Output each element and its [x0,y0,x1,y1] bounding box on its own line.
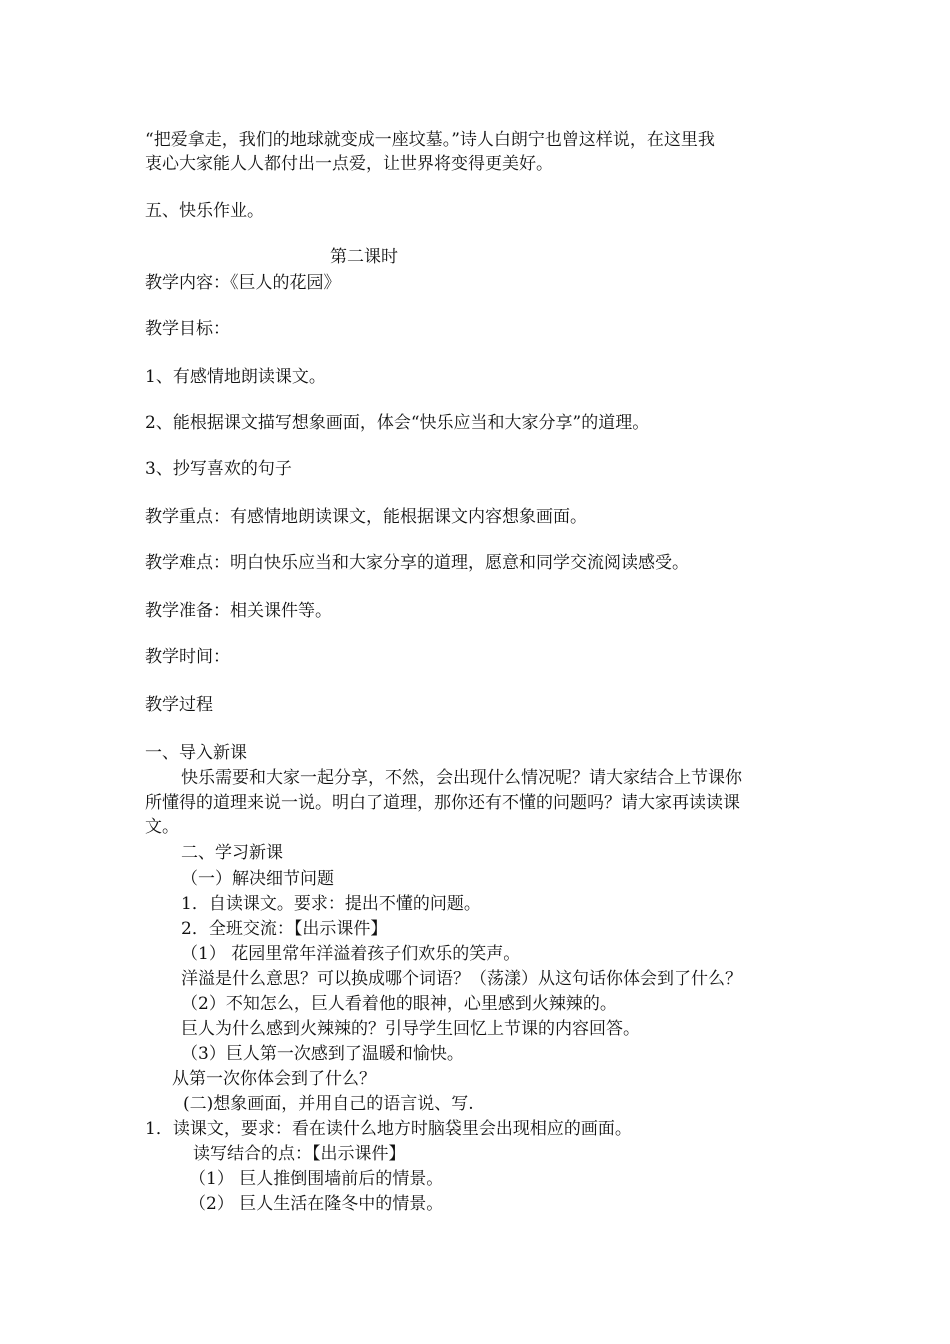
goal-3: 3、抄写喜欢的句子 [145,459,292,479]
teaching-preparation: 教学准备：相关课件等。 [145,601,332,621]
step-class-discussion: 2．全班交流：【出示课件】 [181,919,388,939]
scene-2: （2） 巨人生活在隆冬中的情景。 [189,1194,444,1214]
intro-paragraph-line-3: 文。 [145,817,179,837]
teaching-content: 教学内容：《巨人的花园》 [145,273,341,293]
teaching-goals-heading: 教学目标： [145,319,230,339]
intro-paragraph-line-2: 所懂得的道理来说一说。明白了道理，那你还有不懂的问题吗？请大家再读读课 [145,793,740,813]
reading-writing-point: 读写结合的点：【出示课件】 [193,1144,406,1164]
scene-1: （1） 巨人推倒围墙前后的情景。 [189,1169,444,1189]
lesson-title: 第二课时 [330,247,398,267]
item-2: （2）不知怎么，巨人看着他的眼神，心里感到火辣辣的。 [181,994,617,1014]
section-introduction: 一、导入新课 [145,743,247,763]
item-3-question: 从第一次你体会到了什么？ [172,1069,376,1089]
subsection-details: （一）解决细节问题 [181,869,334,889]
text-line-2: 衷心大家能人人都付出一点爱，让世界将变得更美好。 [145,154,553,174]
section-homework: 五、快乐作业。 [145,201,264,221]
teaching-difficulty: 教学难点：明白快乐应当和大家分享的道理，愿意和同学交流阅读感受。 [145,553,689,573]
subsection-imagine: (二)想象画面，并用自己的语言说、写. [183,1094,474,1114]
item-3: （3）巨人第一次感到了温暖和愉快。 [181,1044,464,1064]
intro-paragraph-line-1: 快乐需要和大家一起分享，不然，会出现什么情况呢？请大家结合上节课你 [181,768,742,788]
goal-2: 2、能根据课文描写想象画面，体会“快乐应当和大家分享”的道理。 [145,413,650,433]
step-read-text: 1．读课文，要求：看在读什么地方时脑袋里会出现相应的画面。 [145,1119,632,1139]
item-1-question: 洋溢是什么意思？可以换成哪个词语？（荡漾）从这句话你体会到了什么？ [181,969,742,989]
step-self-reading: 1．自读课文。要求：提出不懂的问题。 [181,894,481,914]
teaching-process-heading: 教学过程 [145,695,213,715]
teaching-time: 教学时间： [145,647,230,667]
item-1: （1） 花园里常年洋溢着孩子们欢乐的笑声。 [181,944,521,964]
item-2-question: 巨人为什么感到火辣辣的？引导学生回忆上节课的内容回答。 [181,1019,640,1039]
text-line-1: “把爱拿走，我们的地球就变成一座坟墓。”诗人白朗宁也曾这样说，在这里我 [145,130,715,150]
goal-1: 1、有感情地朗读课文。 [145,367,326,387]
teaching-focus: 教学重点：有感情地朗读课文，能根据课文内容想象画面。 [145,507,587,527]
section-new-lesson: 二、学习新课 [181,843,283,863]
